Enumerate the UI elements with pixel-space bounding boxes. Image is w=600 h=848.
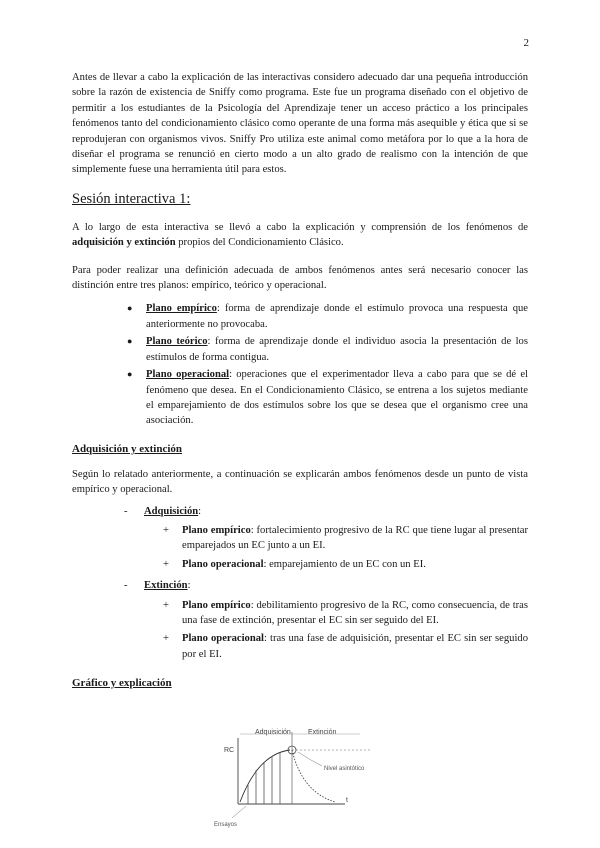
list-item: ● Plano teórico: forma de aprendizaje donde el individuo asocia la presentación de los estímulos de forma contigua. bbox=[146, 334, 528, 365]
bold-term: adquisición y extinción bbox=[72, 237, 176, 249]
session-paragraph-1: A lo largo de esta interactiva se llevó a cabo la explicación y comprensión de los fenómenos de adquisición y extinción propios del Condicionamiento Clásico. bbox=[72, 221, 528, 249]
page-number: 2 bbox=[523, 37, 529, 49]
list-item: + Plano operacional: emparejamiento de un EC con un EI. bbox=[163, 558, 426, 570]
figure-label-t: t bbox=[346, 797, 348, 804]
figure-label-nivel: Nivel asintótico bbox=[324, 766, 365, 772]
dash-marker: - bbox=[124, 505, 128, 517]
figure-label-adquisicion: Adquisición bbox=[255, 729, 291, 736]
session-paragraph-2: Para poder realizar una definición adecuada de ambos fenómenos antes será necesario conocer las distinción entre tres planos: empírico, teórico y operacional. bbox=[72, 264, 528, 292]
figure-label-rc: RC bbox=[224, 747, 235, 754]
dash-marker: - bbox=[124, 580, 128, 592]
planos-list bbox=[72, 301, 528, 428]
list-item: + Plano operacional: tras una fase de adquisición, presentar el EC sin ser seguido por el EI. bbox=[163, 633, 528, 660]
fenomeno-extincion: - Extinción: bbox=[72, 578, 528, 593]
session-heading: Sesión interactiva 1: bbox=[72, 190, 191, 207]
grafico-heading: Gráfico y explicación bbox=[72, 677, 172, 690]
extinction-curve bbox=[292, 750, 335, 802]
adquisicion-list bbox=[72, 523, 528, 572]
list-item: ● Plano empírico: forma de aprendizaje donde el estímulo provoca una respuesta que anteriormente no provocaba. bbox=[146, 301, 528, 332]
figure-label-extincion: Extinción bbox=[308, 729, 337, 736]
list-item: + Plano empírico: debilitamiento progresivo de la RC, como consecuencia, de tras una fase de extinción, presentar el EC sin ser seguido del EI. bbox=[163, 599, 528, 626]
ensayos-pointer bbox=[232, 806, 246, 818]
adquisicion-heading: Adquisición y extinción bbox=[72, 442, 183, 455]
adquisicion-intro: Según lo relatado anteriormente, a continuación se explicarán ambos fenómenos desde un punto de vista empírico y operacional. bbox=[72, 468, 528, 496]
extincion-list bbox=[72, 598, 528, 663]
learning-curve-figure bbox=[210, 722, 400, 832]
page-content bbox=[72, 70, 528, 701]
acquisition-curve bbox=[240, 750, 290, 802]
figure-label-ensayos: Ensayos bbox=[214, 822, 238, 828]
intro-paragraph: Antes de llevar a cabo la explicación de las interactivas considero adecuado dar una pequeña introducción sobre la razón de existencia de Sniffy como programa. Este fue un programa diseñado con el objetivo de permitir a los estudiantes de la Psicología del Aprendizaje tener un acceso práctico a los principales fenómenos tanto del condicionamiento clásico como operante de una forma más asequible y ética que si se reprodujeran con organismos vivos. Sniffy Pro utiliza este animal como metáfora por lo que a la hora de diseñar el programa se renunció en cierto modo a un alto grado de realismo con la intención de que simplemente fuese una herramienta útil para estos. bbox=[72, 72, 528, 176]
list-item: + Plano empírico: fortalecimiento progresivo de la RC que tiene lugar al presentar emparejados un EC junto a un EI. bbox=[163, 524, 528, 552]
annotation-arrow bbox=[298, 752, 322, 766]
fenomeno-adquisicion: - Adquisición: bbox=[72, 504, 528, 519]
list-item: ● Plano operacional: operaciones que el experimentador lleva a cabo para que se dé el fenómeno que desea. En el Condicionamiento Clásico, se entrena a los sujetos mediante el emparejamiento de dos estímulos sobre los que se desea que el organismo cree una asociación. bbox=[146, 367, 528, 429]
